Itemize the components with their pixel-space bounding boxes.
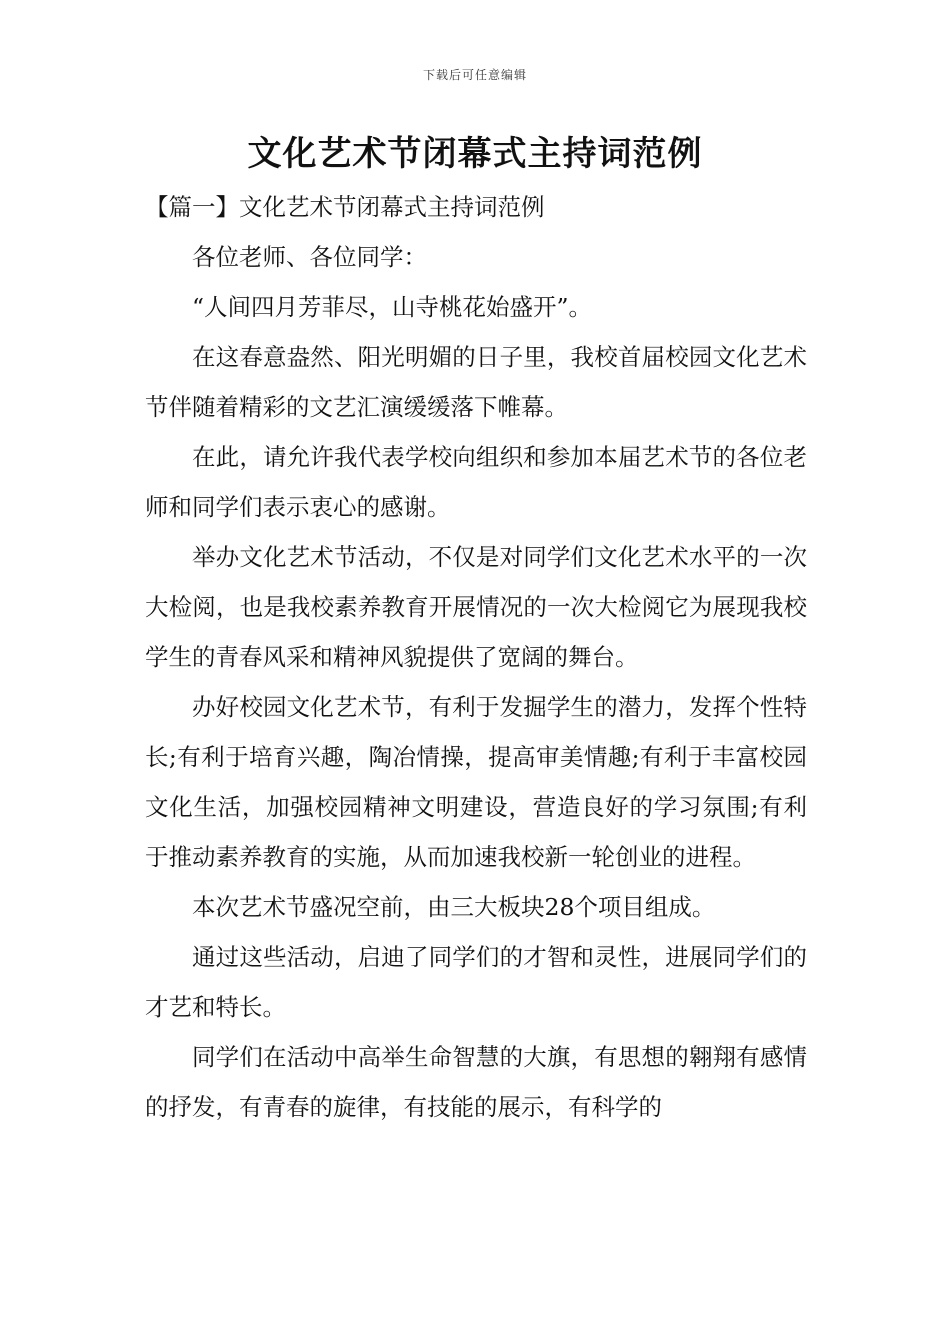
header-note: 下载后可任意编辑: [422, 68, 527, 82]
paragraph-inspiration: 通过这些活动，启迪了同学们的才智和灵性，进展同学们的才艺和特长。: [145, 943, 807, 1021]
paragraph-greeting: 各位老师、各位同学：: [192, 243, 427, 271]
paragraph-significance: 举办文化艺术节活动，不仅是对同学们文化艺术水平的一次大检阅，也是我校素养教育开展情况的一次大检阅它为展现我校学生的青春风采和精神风貌提供了宽阔的舞台。: [145, 543, 807, 671]
document-title: 文化艺术节闭幕式主持词范例: [247, 134, 703, 174]
paragraph-benefits: 办好校园文化艺术节，有利于发掘学生的潜力，发挥个性特长;有利于培育兴趣，陶冶情操，提高审美情趣;有利于丰富校园文化生活，加强校园精神文明建设，营造良好的学习氛围;有利于推动素养教育的实施，从而加速我校新一轮创业的进程。: [145, 693, 807, 871]
paragraph-thanks: 在此，请允许我代表学校向组织和参加本届艺术节的各位老师和同学们表示衷心的感谢。: [145, 443, 807, 521]
paragraph-scale: 本次艺术节盛况空前，由三大板块28个项目组成。: [192, 893, 716, 921]
section-heading: 【篇一】文化艺术节闭幕式主持词范例: [145, 193, 545, 221]
paragraph-opening: 在这春意盎然、阳光明媚的日子里，我校首届校园文化艺术节伴随着精彩的文艺汇演缓缓落下帷幕。: [145, 343, 807, 421]
paragraph-activities: 同学们在活动中高举生命智慧的大旗，有思想的翱翔有感情的抒发，有青春的旋律，有技能的展示，有科学的: [145, 1043, 807, 1121]
document-body: [145, 182, 807, 1132]
paragraph-poem-quote: “人间四月芳菲尽，山寺桃花始盛开”。: [192, 293, 593, 321]
